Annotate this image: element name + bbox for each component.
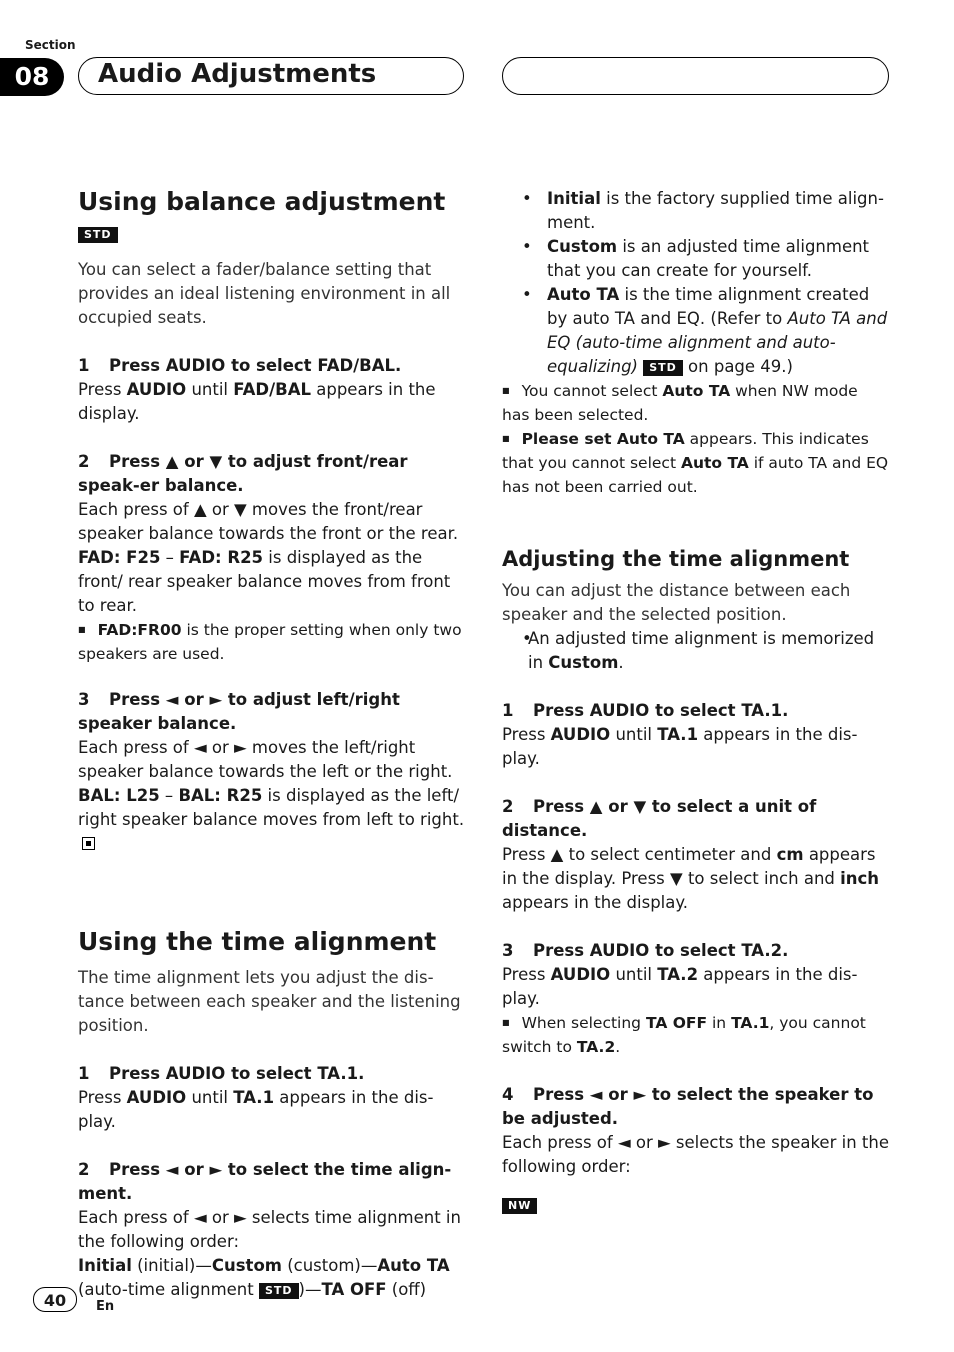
right-column	[502, 187, 890, 1217]
adjust-step-3-body	[502, 963, 890, 1011]
step-number: 2	[78, 452, 90, 471]
text: Press ▲ to select centimeter and	[502, 845, 777, 864]
balance-step-3-range	[78, 784, 466, 856]
bold-term: Auto TA	[377, 1256, 450, 1275]
cross-reference: Auto TA and EQ (auto-time alignment and auto-equalizing)	[547, 309, 888, 376]
text: until	[610, 965, 658, 984]
text: until	[610, 725, 658, 744]
time-step-1	[78, 1062, 466, 1086]
bold-term: AUDIO	[126, 380, 187, 399]
text: if auto TA and EQ has not been carried out.	[502, 454, 889, 496]
balance-step-2-range	[78, 546, 466, 618]
bold-term: TA.1	[233, 1088, 275, 1107]
text: appears in the dis-play.	[78, 1088, 434, 1131]
text: Press	[78, 1088, 127, 1107]
text: is displayed as the left/ right speaker balance moves from left to right.	[78, 786, 465, 829]
text: appears in the dis-play.	[502, 965, 858, 1008]
list-item	[502, 235, 890, 283]
step-text: Press ◄ or ► to adjust left/right speaker balance.	[78, 690, 400, 733]
text: Press	[502, 725, 551, 744]
step-number: 1	[502, 701, 514, 720]
bold-term: cm	[776, 845, 804, 864]
text: is the factory supplied time align-ment.	[547, 189, 884, 232]
text: appears in the display. Press ▼ to select inch and	[502, 845, 876, 888]
step-text: Press AUDIO to select TA.1.	[109, 1064, 365, 1083]
text: is the time alignment created by auto TA and EQ. (Refer to	[547, 285, 870, 328]
bold-term: AUDIO	[550, 965, 611, 984]
text: .	[618, 653, 624, 672]
text: , you cannot switch to	[502, 1014, 866, 1056]
text: .	[615, 1038, 621, 1056]
adjusting-intro: You can adjust the distance between each speaker and the selected position.	[502, 581, 851, 624]
adjust-step-1-body	[502, 723, 890, 771]
text: appears in the display.	[502, 893, 689, 912]
page-title: Audio Adjustments	[98, 59, 377, 89]
bold-term: FAD/BAL	[233, 380, 311, 399]
adjust-step-3	[502, 939, 890, 963]
adjust-step-2	[502, 795, 890, 843]
bold-term: TA.2	[576, 1038, 616, 1056]
language-code: En	[96, 1299, 115, 1314]
text: Press	[78, 380, 127, 399]
nw-badge: NW	[502, 1198, 537, 1214]
bold-term: TA.1	[657, 725, 699, 744]
balance-heading	[78, 186, 466, 250]
bold-term: Please set Auto TA	[521, 430, 685, 448]
step-number: 1	[78, 356, 90, 375]
text: appears in the dis-play.	[502, 725, 858, 768]
bold-term: TA.2	[657, 965, 699, 984]
end-mark-icon	[82, 837, 95, 850]
balance-step-3	[78, 688, 466, 736]
text: You cannot select	[521, 382, 663, 400]
text: is an adjusted time alignment that you can create for yourself.	[547, 237, 870, 280]
balance-step-1	[78, 354, 466, 378]
bold-term: TA OFF	[321, 1280, 387, 1299]
time-alignment-heading: Using the time alignment	[78, 927, 437, 956]
text: )—	[298, 1280, 322, 1299]
time-intro: The time alignment lets you adjust the dis-tance between each speaker and the listening position.	[78, 968, 461, 1035]
time-step-2	[78, 1158, 466, 1206]
std-badge: STD	[643, 360, 683, 376]
bold-term: AUDIO	[550, 725, 611, 744]
text: in	[707, 1014, 732, 1032]
adjust-step-2-body	[502, 843, 890, 915]
balance-title: Using balance adjustment	[78, 187, 446, 216]
list-item	[502, 283, 890, 379]
std-badge: STD	[78, 227, 118, 243]
bold-term: BAL: L25	[78, 786, 160, 805]
bold-term: Custom	[547, 237, 618, 256]
list-item	[502, 187, 890, 235]
adjust-step-3-note	[502, 1011, 890, 1059]
time-step-1-body	[78, 1086, 466, 1134]
balance-note	[78, 618, 466, 666]
adjust-step-4	[502, 1083, 890, 1131]
header-empty-frame	[502, 57, 889, 95]
text: appears. This indicates that you cannot select	[502, 430, 869, 472]
text: when NW mode has been selected.	[502, 382, 858, 424]
section-number-badge: 08	[0, 58, 64, 96]
text: (off)	[386, 1280, 427, 1299]
bold-term: TA.1	[731, 1014, 770, 1032]
step-number: 3	[502, 941, 514, 960]
text: is displayed as the front/ rear speaker balance moves from front to rear.	[78, 548, 451, 615]
step-number: 2	[78, 1160, 90, 1179]
note-please-set	[502, 427, 890, 499]
balance-step-3-body: Each press of ◄ or ► moves the left/right speaker balance towards the left or the right.	[78, 738, 453, 781]
balance-intro: You can select a fader/balance setting that provides an ideal listening environment in all occupied seats.	[78, 260, 451, 327]
list-item	[502, 627, 890, 675]
step-text: Press ▲ or ▼ to adjust front/rear speak-er balance.	[78, 452, 408, 495]
text: (initial)—	[131, 1256, 212, 1275]
bold-term: inch	[840, 869, 880, 888]
text: (custom)—	[281, 1256, 378, 1275]
adjust-step-4-body: Each press of ◄ or ► selects the speaker in the following order:	[502, 1133, 889, 1176]
balance-step-1-body	[78, 378, 466, 426]
step-number: 1	[78, 1064, 90, 1083]
bold-term: FAD:FR00	[97, 621, 182, 639]
text: –	[159, 786, 179, 805]
step-text: Press AUDIO to select TA.1.	[533, 701, 789, 720]
adjust-step-1	[502, 699, 890, 723]
ta-mode-list	[502, 187, 890, 379]
step-text: Press ▲ or ▼ to select a unit of distance.	[502, 797, 817, 840]
bold-term: FAD: R25	[179, 548, 264, 567]
step-text: Press ◄ or ► to select the time align-ment.	[78, 1160, 452, 1203]
balance-step-2	[78, 450, 466, 498]
step-number: 2	[502, 797, 514, 816]
text: An adjusted time alignment is memorized in	[528, 629, 875, 672]
bold-term: Custom	[548, 653, 619, 672]
bold-term: BAL: R25	[178, 786, 263, 805]
balance-step-2-body: Each press of ▲ or ▼ moves the front/rear speaker balance towards the front or the rear.	[78, 500, 459, 543]
nw-badge-row	[502, 1193, 890, 1217]
text: When selecting	[521, 1014, 646, 1032]
bold-term: Auto TA	[547, 285, 620, 304]
text: Press	[502, 965, 551, 984]
bold-term: Initial	[547, 189, 601, 208]
bold-term: AUDIO	[126, 1088, 187, 1107]
step-text: Press ◄ or ► to select the speaker to be adjusted.	[502, 1085, 874, 1128]
time-order	[78, 1254, 466, 1302]
std-badge: STD	[259, 1283, 299, 1299]
text: appears in the display.	[78, 380, 436, 423]
adjusting-bullet	[502, 627, 890, 675]
adjusting-heading: Adjusting the time alignment	[502, 547, 850, 571]
bold-term: Custom	[211, 1256, 282, 1275]
text: until	[186, 380, 234, 399]
text: on page 49.)	[682, 357, 793, 376]
step-number: 4	[502, 1085, 514, 1104]
text: is the proper setting when only two speakers are used.	[78, 621, 462, 663]
left-column	[78, 186, 466, 1302]
bold-term: Auto TA	[662, 382, 731, 400]
bold-term: Auto TA	[680, 454, 749, 472]
text: –	[160, 548, 180, 567]
text: until	[186, 1088, 234, 1107]
step-text: Press AUDIO to select FAD/BAL.	[109, 356, 402, 375]
step-text: Press AUDIO to select TA.2.	[533, 941, 789, 960]
section-label: Section	[25, 38, 76, 52]
text: (auto-time alignment	[78, 1280, 259, 1299]
note-nw-mode	[502, 379, 890, 427]
page-number: 40	[33, 1287, 77, 1312]
bold-term: FAD: F25	[78, 548, 161, 567]
time-step-2-body: Each press of ◄ or ► selects time alignment in the following order:	[78, 1208, 461, 1251]
bold-term: TA OFF	[645, 1014, 708, 1032]
step-number: 3	[78, 690, 90, 709]
bold-term: Initial	[78, 1256, 132, 1275]
